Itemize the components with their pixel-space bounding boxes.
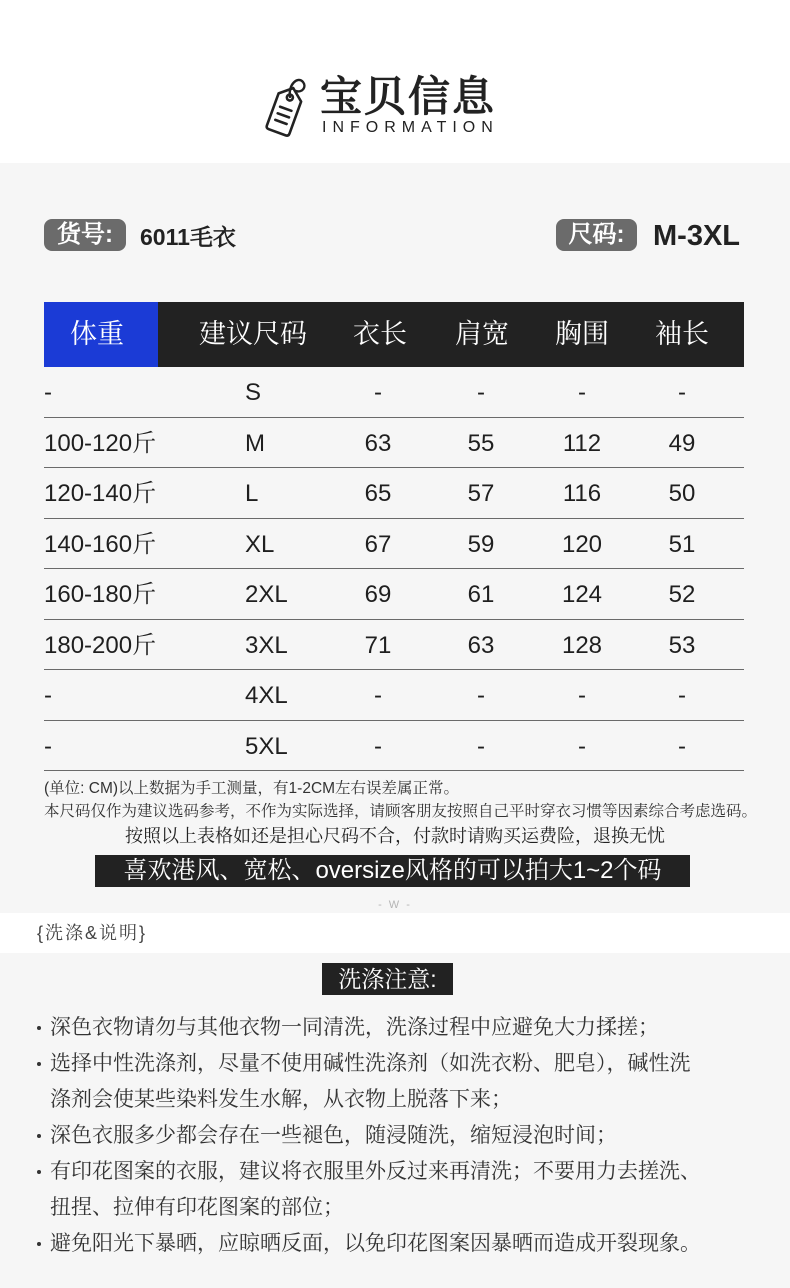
cell-size: 2XL	[245, 581, 288, 608]
cell-chest: 112	[562, 429, 602, 457]
table-header	[44, 302, 744, 367]
cell-chest: 128	[561, 631, 603, 659]
cell-sleeve: 51	[668, 530, 696, 558]
cell-sleeve: -	[678, 682, 686, 709]
list-item-text: 有印花图案的衣服，建议将衣服里外反过来再清洗；不要用力去搓洗、	[50, 1160, 701, 1183]
cell-sleeve: -	[678, 379, 686, 406]
cell-shoulder: -	[477, 682, 485, 709]
cell-shoulder: 57	[467, 480, 495, 507]
cell-shoulder: -	[477, 379, 485, 406]
bullet-icon	[37, 1134, 41, 1138]
table-row	[44, 468, 744, 519]
cell-weight: 180-200斤	[44, 631, 157, 659]
cell-length: -	[374, 682, 382, 709]
cell-weight: 100-120斤	[44, 429, 157, 457]
cell-shoulder: 61	[467, 581, 495, 608]
bullet-icon	[37, 1062, 41, 1066]
tag-icon	[262, 76, 308, 138]
header-sleeve: 袖长	[655, 319, 709, 349]
cell-weight: 160-180斤	[44, 581, 157, 608]
cell-weight: 120-140斤	[44, 480, 157, 507]
list-item-continuation	[34, 1190, 774, 1226]
table-row	[44, 569, 744, 620]
cell-shoulder: 59	[467, 530, 495, 558]
cell-size: 4XL	[245, 682, 288, 709]
cell-length: 65	[364, 480, 392, 507]
unit-note: (单位: CM)以上数据为手工测量，有1-2CM左右误差属正常。	[44, 780, 460, 797]
table-row	[44, 519, 744, 570]
list-item	[34, 1154, 774, 1190]
cell-weight: -	[44, 682, 52, 709]
cell-size: 3XL	[245, 631, 288, 659]
cell-weight: -	[44, 732, 52, 760]
bullet-icon	[37, 1026, 41, 1030]
list-item-text: 选择中性洗涤剂，尽量不使用碱性洗涤剂（如洗衣粉、肥皂），碱性洗	[50, 1052, 691, 1075]
list-item-text: 涤剂会使某些染料发生水解，从衣物上脱落下来；	[50, 1088, 512, 1111]
list-item	[34, 1046, 774, 1082]
cell-length: 63	[364, 429, 392, 457]
cell-size: L	[245, 480, 259, 507]
cell-length: 71	[364, 631, 392, 659]
section-divider: - W -	[378, 899, 412, 911]
product-code-badge: 货号:	[44, 219, 126, 251]
washing-section-label: {洗涤&说明}	[37, 923, 148, 943]
table-row	[44, 418, 744, 469]
cell-shoulder: 63	[467, 631, 495, 659]
cell-sleeve: 52	[668, 581, 696, 608]
cell-length: -	[374, 379, 382, 406]
list-item	[34, 1118, 774, 1154]
header-chest: 胸围	[555, 319, 609, 349]
cell-size: M	[245, 429, 265, 457]
table-row	[44, 367, 744, 418]
cell-sleeve: -	[678, 732, 686, 760]
cell-chest: 120	[561, 530, 603, 558]
list-item	[34, 1226, 774, 1262]
cell-weight: 140-160斤	[44, 530, 157, 558]
size-range-value: M-3XL	[653, 220, 740, 252]
cell-sleeve: 53	[668, 631, 696, 659]
header-length: 衣长	[353, 319, 407, 349]
list-item-text: 扭捏、拉伸有印花图案的部位；	[50, 1196, 344, 1219]
bullet-icon	[37, 1170, 41, 1174]
size-table	[44, 302, 744, 771]
list-item	[34, 1010, 774, 1046]
cell-weight: -	[44, 379, 52, 406]
cell-chest: 124	[561, 581, 603, 608]
cell-chest: -	[578, 379, 586, 406]
cell-size: XL	[245, 530, 275, 558]
cell-length: 67	[364, 530, 392, 558]
header-suggested-size: 建议尺码	[199, 319, 307, 349]
page-title: 宝贝信息	[320, 73, 497, 120]
oversize-banner: 喜欢港风、宽松、oversize风格的可以拍大1~2个码	[95, 855, 690, 887]
cell-shoulder: -	[477, 732, 485, 760]
cell-size: 5XL	[245, 732, 288, 760]
list-item-text: 深色衣物请勿与其他衣物一同清洗，洗涤过程中应避免大力揉搓；	[50, 1016, 659, 1039]
table-row	[44, 670, 744, 721]
washing-title-badge: 洗涤注意:	[322, 963, 453, 995]
advice-note: 本尺码仅作为建议选码参考，不作为实际选择，请顾客朋友按照自己平时穿衣习惯等因素综合考虑选码。	[44, 803, 758, 820]
list-item-text: 避免阳光下暴晒，应晾晒反面，以免印花图案因暴晒而造成开裂现象。	[50, 1232, 701, 1255]
cell-chest: 116	[562, 480, 602, 507]
washing-list	[34, 1010, 774, 1262]
cell-chest: -	[578, 732, 586, 760]
size-range-badge: 尺码:	[556, 219, 637, 251]
cell-length: -	[374, 732, 382, 760]
table-row	[44, 721, 744, 772]
cell-length: 69	[364, 581, 392, 608]
page-subtitle: INFORMATION	[322, 119, 499, 136]
list-item-text: 深色衣服多少都会存在一些褪色，随浸随洗，缩短浸泡时间；	[50, 1124, 617, 1147]
list-item-continuation	[34, 1082, 774, 1118]
header-weight: 体重	[70, 319, 124, 349]
product-code-value: 6011毛衣	[140, 224, 236, 250]
cell-shoulder: 55	[467, 429, 495, 457]
insurance-note: 按照以上表格如还是担心尺码不合，付款时请购买运费险，退换无忧	[125, 826, 665, 846]
bullet-icon	[37, 1242, 41, 1246]
cell-size: S	[245, 379, 262, 406]
cell-sleeve: 49	[668, 429, 696, 457]
cell-sleeve: 50	[668, 480, 696, 507]
table-row	[44, 620, 744, 671]
header-shoulder: 肩宽	[455, 319, 509, 349]
cell-chest: -	[578, 682, 586, 709]
